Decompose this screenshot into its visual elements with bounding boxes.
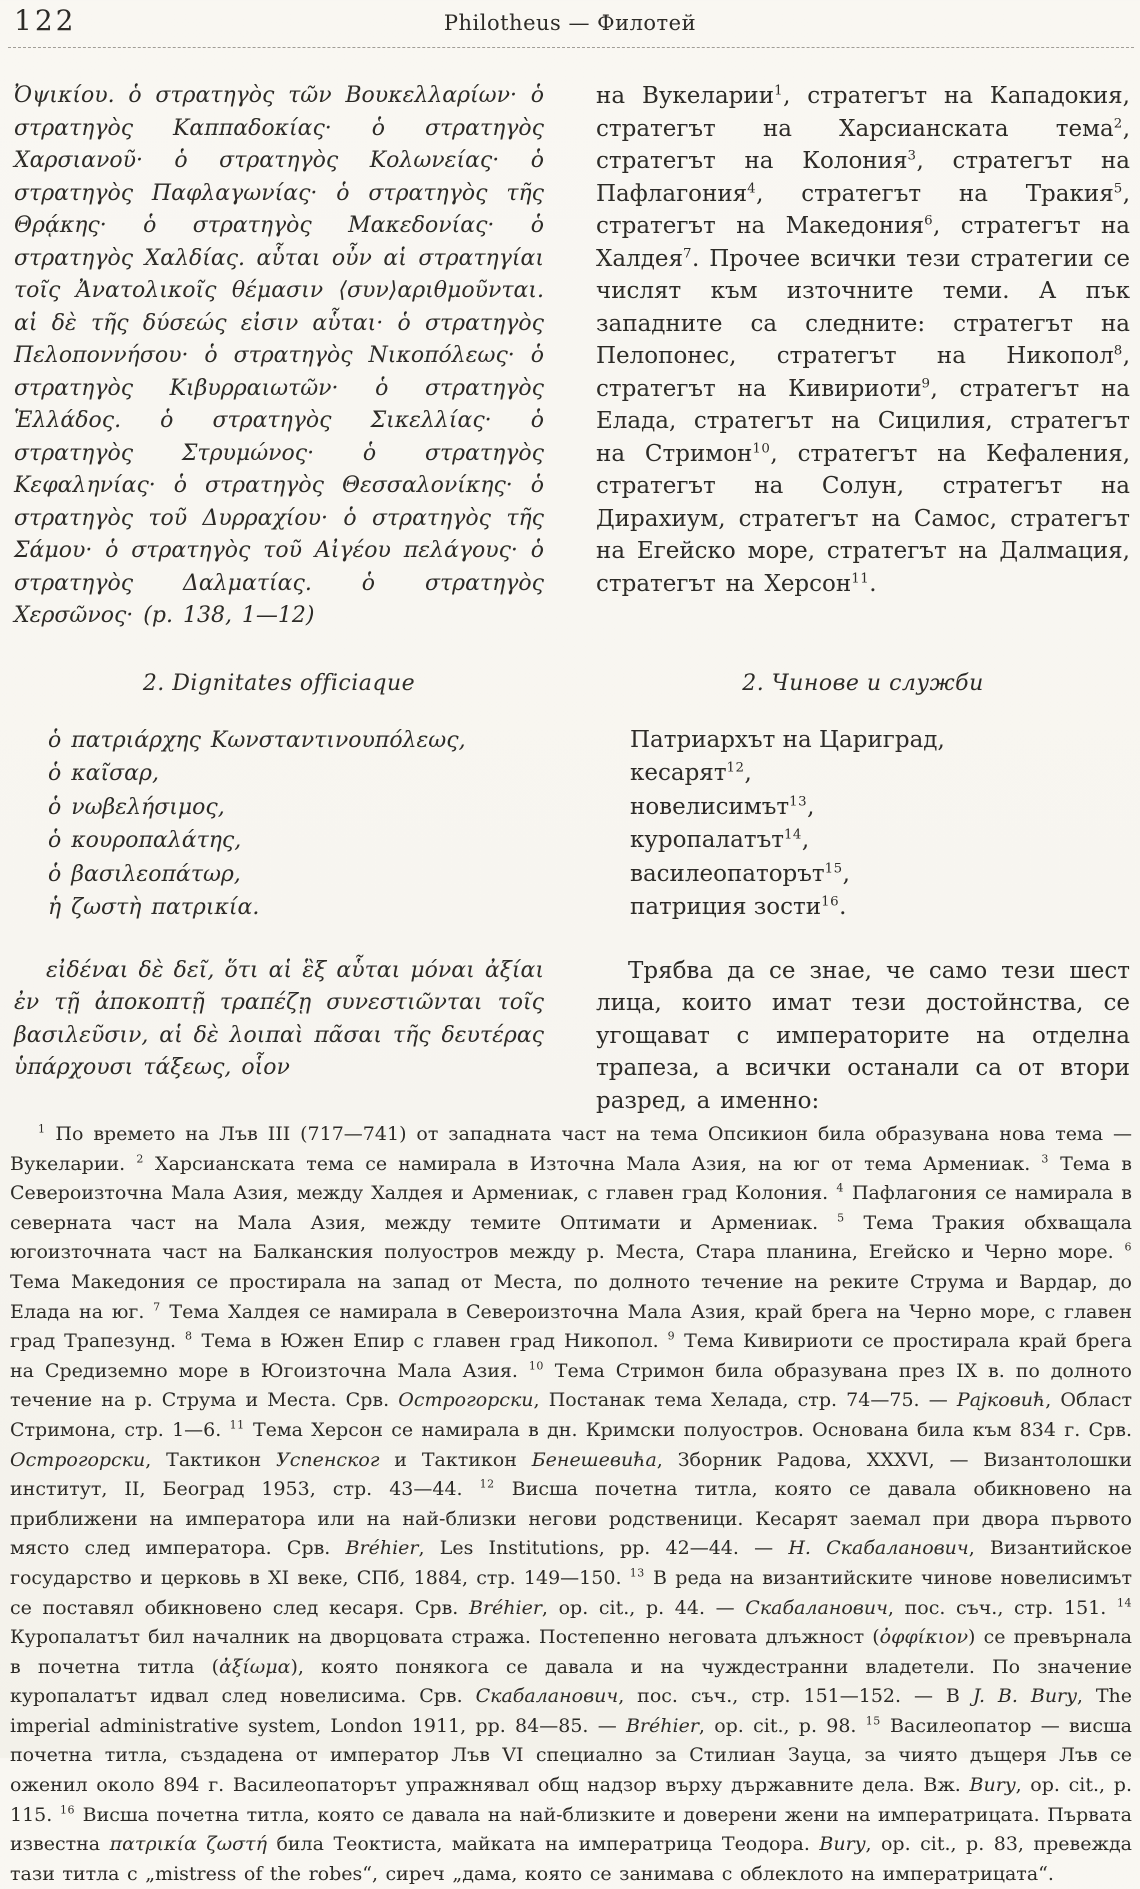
list-item: ὁ καῖσαρ, <box>48 761 159 786</box>
list-item: куропалатът$^{14}$, <box>630 827 810 853</box>
list-item: ὁ βασιλεοπάτωρ, <box>48 861 241 887</box>
bulgarian-section-heading: 2. Чинове и служби <box>742 670 984 696</box>
page-header <box>0 0 1140 54</box>
page-number: 122 <box>14 4 77 37</box>
list-item: патриция зости$^{16}$. <box>630 894 847 920</box>
list-item: кесарят$^{12}$, <box>630 760 752 786</box>
text-columns <box>0 54 1140 1117</box>
greek-six-dignities-paragraph: εἰδέναι δὲ δεῖ, ὅτι αἱ ἓξ αὗται μόναι ἀξίαι ἐν τῇ ἀποκοπτῇ τραπέζῃ συνεστιῶνται τοῖς βασιλεῦσιν, αἱ δὲ λοιπαὶ πᾶσαι τῆς δευτέρας ὑπάρχουσι τάξεως, οἷον <box>14 957 544 1080</box>
greek-dignities-list <box>14 724 544 925</box>
list-item: новелисимът$^{13}$, <box>630 793 815 820</box>
footnotes-text: $^1$ По времето на Лъв III (717—741) от западната част на тема Опсикион била образувана нова тема — Вукеларии. $^2$ Харсианската тема се намирала в Източна Мала Азия, на юг от тема Армениак. $^3$ Тема в Североизточна Мала Азия, между Халдея и Армениак, с главен град Колония. $^4$ Пафлагония се намирала в северната част на Мала Азия, между темите Оптимати и Армениак. $^5$ Тема Тракия обхващала югоизточната част на Балканския полуостров между р. Места, Стара планина, Егейско и Черно море. $^6$ Тема Македония се простирала на запад от Места, по долното течение на реките Струма и Вардар, до Елада на юг. $^7$ Тема Халдея се намирала в Североизточна Мала Азия, край брега на Черно море, с главен град Трапезунд. $^8$ Тема в Южен Епир с главен град Никопол. $^9$ Тема Кивириоти се простирала край брега на Средиземно море в Югоизточна Мала Азия. $^{10}$ Тема Стримон била образувана през IX в. по долното течение на р. Струма и Места. Срв. Острогорски, Постанак тема Хелада, стр. 74—75. — Рајковић, Област Стримона, стр. 1—6. $^{11}$ Тема Херсон се намирала в дн. Кримски полуостров. Основана била към 834 г. Срв. Острогорски, Тактикон Успенског и Тактикон Бенешевића, Зборник Радова, XXXVI, — Византолошки институт, II, Београд 1953, стр. 43—44. $^{12}$ Висша почетна титла, която се давала обикновено на приближени на императора или на най-близки негови родственици. Кесарят заемал при двора първото място след императора. Срв. Bréhier, Les Institutions, pp. 42—44. — Н. Скабаланович, Византийское государство и церковь в XI веке, СПб, 1884, стр. 149—150. $^{13}$ В реда на византийските чинове новелисимът се поставял обикновено след кесаря. Срв. Bréhier, op. cit., p. 44. — Скабаланович, пос. съч., стр. 151. $^{14}$ Куропалатът бил началник на дворцовата стража. Постепенно неговата длъжност (ὀφφίκιον) се превърнала в почетна титла (ἀξίωμα), която понякога се давала и на чуждестранни владетели. По значение куропалатът идвал след новелисима. Срв. Скабаланович, пос. съч., стр. 151—152. — В J. B. Bury, The imperial administrative system, London 1911, pp. 84—85. — Bréhier, op. cit., p. 98. $^{15}$ Василеопатор — висша почетна титла, създадена от император Лъв VI специално за Стилиан Зауца, за чиято дъщеря Лъв се оженил около 894 г. Василеопаторът упражнявал общ надзор върху държавните дела. Вж. Bury, op. cit., p. 115. $^{16}$ Висша почетна титла, която се давала на най-близките и доверени жени на императрицата. Първата известна πατρικία ζωστή била Теоктиста, майката на императрица Теодора. Bury, op. cit., p. 83, превежда тази титла с „mistress of the robes“, сиреч „дама, която се занимава с облеклото на императрицата“. <box>10 1122 1133 1885</box>
bulgarian-six-dignities-paragraph: Трябва да се знае, че само тези шест лица, които имат тези достойнства, се угощават с императорите на отделна трапеза, а всички останали са от втори разред, а именно: <box>596 957 1130 1114</box>
list-item: Патриархът на Цариград, <box>630 726 945 753</box>
latin-section-heading: 2. Dignitates officiaque <box>142 670 416 696</box>
list-item: ἡ ζωστὴ πατρικία. <box>48 895 260 920</box>
running-title: Philotheus — Филотей <box>443 11 697 35</box>
bulgarian-strategoi-paragraph: на Вукеларии$^1$, стратегът на Кападокия, стратегът на Харсианската тема$^2$, стратегът на Колония$^3$, стратегът на Пафлагония$^4$, стратегът на Тракия$^5$, стратегът на Македония$^6$, стратегът на Халдея$^7$. Прочее всички тези стратегии се числят към източните теми. А пък западните са следните: стратегът на Пелопонес, стратегът на Никопол$^8$, стратегът на Кивириоти$^9$, стратегът на Елада, стратегът на Сицилия, стратегът на Стримон$^{10}$, стратегът на Кефаления, стратегът на Солун, стратегът на Дирахиум, стратегът на Самос, стратегът на Егейско море, стратегът на Далмация, стратегът на Херсон$^{11}$. <box>596 83 1131 597</box>
list-item: ὁ πατριάρχης Κωνσταντινουπόλεως, <box>48 727 466 753</box>
list-item: василеопаторът$^{15}$, <box>630 860 850 887</box>
footnotes-block <box>10 1120 1132 1889</box>
bulgarian-dignities-list <box>596 724 1130 925</box>
header-rule <box>8 47 1134 48</box>
list-item: ὁ κουροπαλάτης, <box>48 828 242 853</box>
list-item: ὁ νωβελήσιμος, <box>48 794 225 820</box>
greek-strategoi-paragraph: Ὀψικίου. ὁ στρατηγὸς τῶν Βουκελλαρίων· ὁ στρατηγὸς Καππαδοκίας· ὁ στρατηγὸς Χαρσιανοῦ· ὁ στρατηγὸς Κολωνείας· ὁ στρατηγὸς Παφλαγωνίας· ὁ στρατηγὸς τῆς Θρᾴκης· ὁ στρατηγὸς Μακεδονίας· ὁ στρατηγὸς Χαλδίας. αὗται οὖν αἱ στρατηγίαι τοῖς Ἀνατολικοῖς θέμασιν ⟨συν⟩αριθμοῦνται. αἱ δὲ τῆς δύσεώς εἰσιν αὗται· ὁ στρατηγὸς Πελοποννήσου· ὁ στρατηγὸς Νικοπόλεως· ὁ στρατηγὸς Κιβυρραιωτῶν· ὁ στρατηγὸς Ἑλλάδος. ὁ στρατηγὸς Σικελλίας· ὁ στρατηγὸς Στρυμώνος· ὁ στρατηγὸς Κεφαληνίας· ὁ στρατηγὸς Θεσσαλονίκης· ὁ στρατηγὸς τοῦ Δυρραχίου· ὁ στρατηγὸς τῆς Σάμου· ὁ στρατηγὸς τοῦ Αἰγέου πελάγους· ὁ στρατηγὸς Δαλματίας. ὁ στρατηγὸς Χερσῶνος· (p. 138, 1—12) <box>14 83 544 628</box>
